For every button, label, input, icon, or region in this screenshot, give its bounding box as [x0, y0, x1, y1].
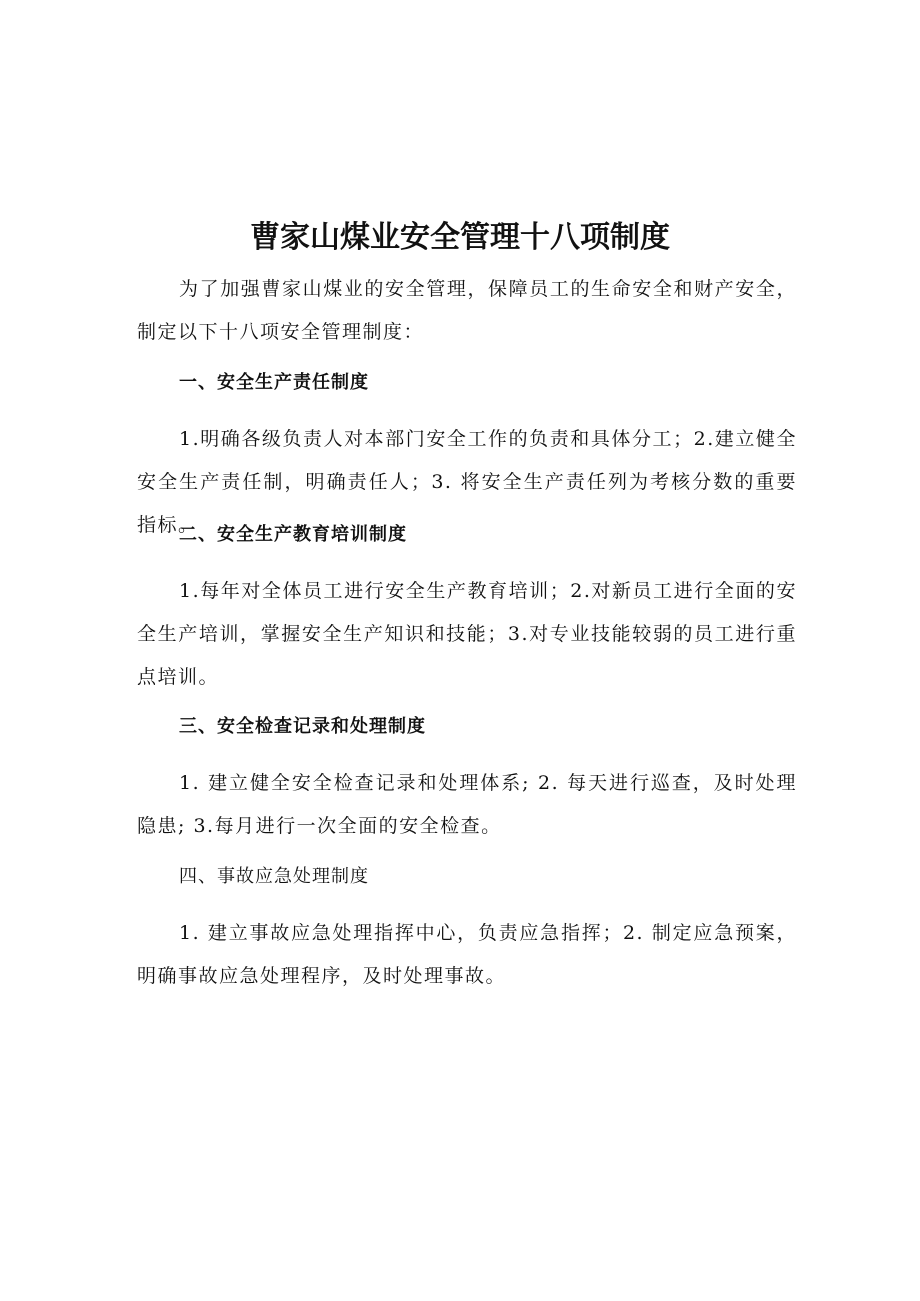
section-body-2: 1.每年对全体员工进行安全生产教育培训；2.对新员工进行全面的安全生产培训，掌握安全生产知识和技能；3.对专业技能较弱的员工进行重点培训。 [137, 580, 797, 688]
section-body-3: 1. 建立健全安全检查记录和处理体系; 2. 每天进行巡查，及时处理隐患; 3.每月进行一次全面的安全检查。 [137, 772, 797, 837]
section-heading-4: 四、事故应急处理制度 [179, 866, 369, 887]
section-heading-3: 三、安全检查记录和处理制度 [179, 716, 426, 737]
document-title: 曹家山煤业安全管理十八项制度 [250, 220, 670, 255]
section-body-1: 1.明确各级负责人对本部门安全工作的负责和具体分工；2.建立健全安全生产责任制，明确责任人；3. 将安全生产责任列为考核分数的重要指标。 [137, 428, 797, 536]
section-body-4: 1. 建立事故应急处理指挥中心，负责应急指挥；2. 制定应急预案，明确事故应急处理程序，及时处理事故。 [137, 922, 797, 987]
section-heading-2: 二、安全生产教育培训制度 [179, 524, 407, 545]
intro-paragraph: 为了加强曹家山煤业的安全管理，保障员工的生命安全和财产安全，制定以下十八项安全管理制度： [137, 278, 797, 343]
section-heading-1: 一、安全生产责任制度 [179, 372, 369, 393]
